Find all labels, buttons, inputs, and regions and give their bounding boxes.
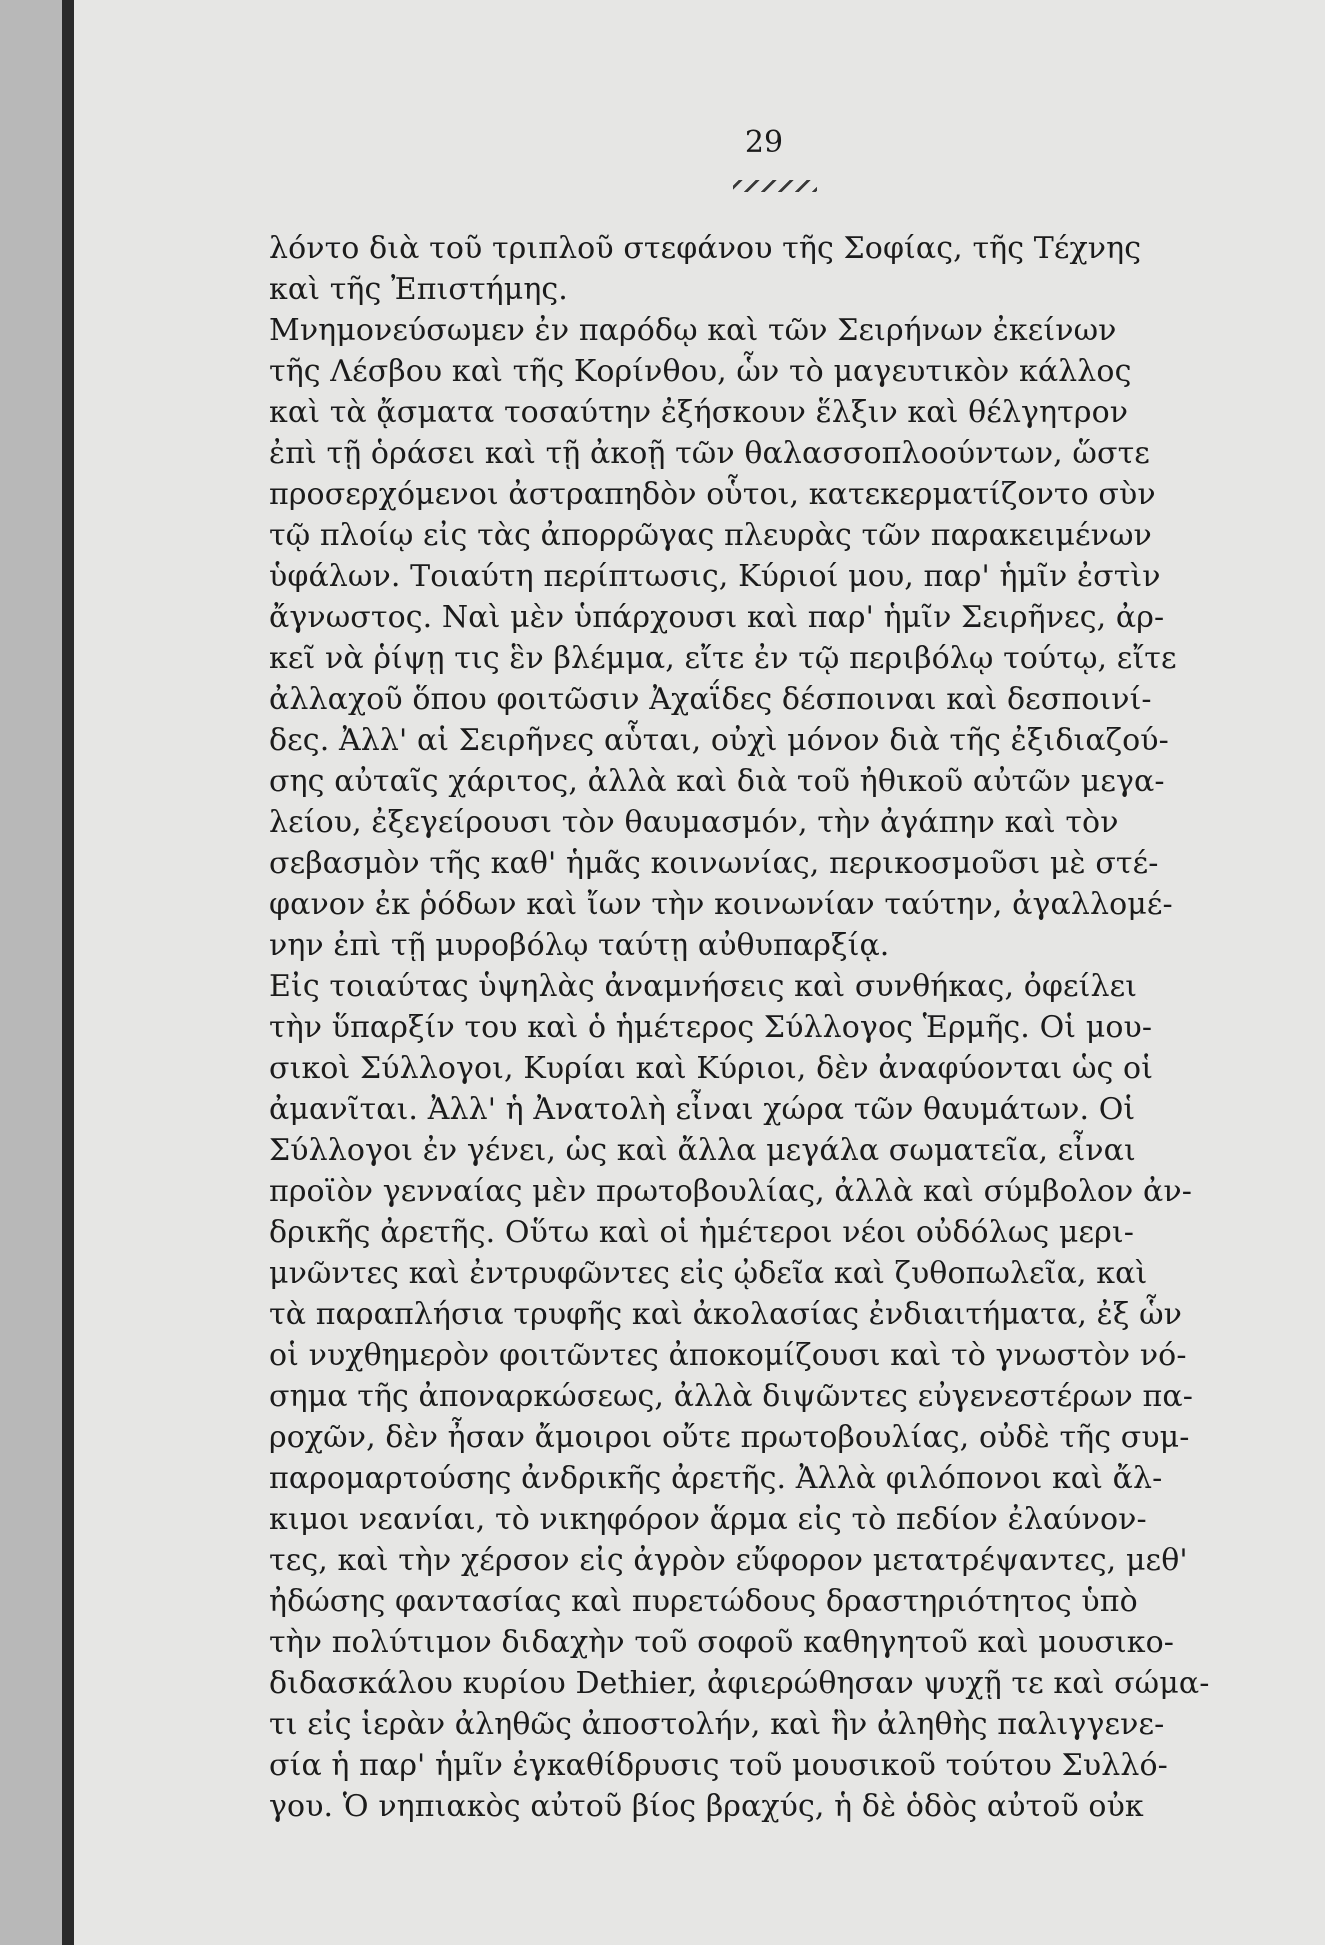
text-line: νην ἐπὶ τῇ μυροβόλῳ ταύτῃ αὐθυπαρξίᾳ. (269, 928, 890, 963)
text-line: ἠδώσης φαντασίας καὶ πυρετώδους δραστηριότητος ὑπὸ (269, 1584, 1138, 1619)
text-line: τὴν πολύτιμον διδαχὴν τοῦ σοφοῦ καθηγητοῦ καὶ μουσικο- (269, 1625, 1175, 1660)
book-binding-edge (62, 0, 74, 1945)
text-line: λείου, ἐξεγείρουσι τὸν θαυμασμόν, τὴν ἀγάπην καὶ τὸν (269, 805, 1119, 840)
text-line: τὴν ὕπαρξίν του καὶ ὁ ἡμέτερος Σύλλογος Ἑρμῆς. Οἱ μου- (269, 1010, 1153, 1045)
scan-margin (0, 0, 62, 1945)
text-line: ροχῶν, δὲν ἦσαν ἄμοιροι οὔτε πρωτοβουλίας, οὐδὲ τῆς συμ- (269, 1420, 1190, 1455)
text-line: τι εἰς ἱερὰν ἀληθῶς ἀποστολήν, καὶ ἣν ἀληθὴς παλιγγενε- (269, 1707, 1165, 1742)
text-line: τῷ πλοίῳ εἰς τὰς ἀπορρῶγας πλευρὰς τῶν παρακειμένων (269, 518, 1152, 553)
text-line: παρομαρτούσης ἀνδρικῆς ἀρετῆς. Ἀλλὰ φιλόπονοι καὶ ἄλ- (269, 1461, 1163, 1496)
text-line: δες. Ἀλλ' αἱ Σειρῆνες αὗται, οὐχὶ μόνον διὰ τῆς ἐξιδιαζού- (269, 723, 1169, 758)
text-line: Εἰς τοιαύτας ὑψηλὰς ἀναμνήσεις καὶ συνθήκας, ὀφείλει (269, 969, 1138, 1004)
text-line: σεβασμὸν τῆς καθ' ἡμᾶς κοινωνίας, περικοσμοῦσι μὲ στέ- (269, 846, 1159, 881)
text-line: καὶ τῆς Ἐπιστήμης. (269, 272, 568, 307)
text-line: ἀμανῖται. Ἀλλ' ἡ Ἀνατολὴ εἶναι χώρα τῶν θαυμάτων. Οἱ (269, 1092, 1136, 1127)
text-line: σία ἡ παρ' ἡμῖν ἐγκαθίδρυσις τοῦ μουσικοῦ τούτου Συλλό- (269, 1748, 1168, 1783)
text-line: ἐπὶ τῇ ὁράσει καὶ τῇ ἀκοῇ τῶν θαλασσοπλοούντων, ὥστε (269, 436, 1150, 471)
text-line: σης αὐταῖς χάριτος, ἀλλὰ καὶ διὰ τοῦ ἠθικοῦ αὐτῶν μεγα- (269, 764, 1165, 799)
text-line: καὶ τὰ ᾄσματα τοσαύτην ἐξήσκουν ἕλξιν καὶ θέλγητρον (269, 395, 1129, 430)
text-line: ὑφάλων. Τοιαύτη περίπτωσις, Κύριοί μου, παρ' ἡμῖν ἐστὶν (269, 559, 1161, 594)
page-text-block (269, 228, 1299, 1827)
text-line: τες, καὶ τὴν χέρσον εἰς ἀγρὸν εὔφορον μετατρέψαντες, μεθ' (269, 1543, 1188, 1578)
book-page (74, 0, 1325, 1945)
text-line: σημα τῆς ἀποναρκώσεως, ἀλλὰ διψῶντες εὐγενεστέρων πα- (269, 1379, 1193, 1414)
text-line: γου. Ὁ νηπιακὸς αὐτοῦ βίος βραχύς, ἡ δὲ ὁδὸς αὐτοῦ οὐκ (269, 1789, 1144, 1824)
text-line: διδασκάλου κυρίου Dethier, ἀφιερώθησαν ψυχῇ τε καὶ σώμα- (269, 1666, 1210, 1701)
text-line: Σύλλογοι ἐν γένει, ὡς καὶ ἄλλα μεγάλα σωματεῖα, εἶναι (269, 1133, 1136, 1168)
text-line: προϊὸν γενναίας μὲν πρωτοβουλίας, ἀλλὰ καὶ σύμβολον ἀν- (269, 1174, 1192, 1209)
text-line: σικοὶ Σύλλογοι, Κυρίαι καὶ Κύριοι, δὲν ἀναφύονται ὡς οἱ (269, 1051, 1154, 1086)
text-line: κεῖ νὰ ῥίψῃ τις ἓν βλέμμα, εἴτε ἐν τῷ περιβόλῳ τούτῳ, εἴτε (269, 641, 1177, 676)
text-line: οἱ νυχθημερὸν φοιτῶντες ἀποκομίζουσι καὶ τὸ γνωστὸν νό- (269, 1338, 1187, 1373)
decorative-ornament (733, 180, 817, 192)
text-line: μνῶντες καὶ ἐντρυφῶντες εἰς ᾠδεῖα καὶ ζυθοπωλεῖα, καὶ (269, 1256, 1148, 1291)
text-line: κιμοι νεανίαι, τὸ νικηφόρον ἅρμα εἰς τὸ πεδίον ἐλαύνον- (269, 1502, 1147, 1537)
text-line: τὰ παραπλήσια τρυφῆς καὶ ἀκολασίας ἐνδιαιτήματα, ἐξ ὧν (269, 1297, 1182, 1332)
text-line: δρικῆς ἀρετῆς. Οὕτω καὶ οἱ ἡμέτεροι νέοι οὐδόλως μερι- (269, 1215, 1134, 1250)
text-line: ἄγνωστος. Ναὶ μὲν ὑπάρχουσι καὶ παρ' ἡμῖν Σειρῆνες, ἀρ- (269, 600, 1165, 635)
text-line: ἀλλαχοῦ ὅπου φοιτῶσιν Ἀχαΐδες δέσποιναι καὶ δεσποινί- (269, 682, 1152, 717)
text-line: Μνημονεύσωμεν ἐν παρόδῳ καὶ τῶν Σειρήνων ἐκείνων (269, 313, 1117, 348)
text-line: προσερχόμενοι ἀστραπηδὸν οὗτοι, κατεκερματίζοντο σὺν (269, 477, 1156, 512)
text-line: λόντο διὰ τοῦ τριπλοῦ στεφάνου τῆς Σοφίας, τῆς Τέχνης (269, 231, 1142, 266)
page-number: 29 (744, 125, 784, 160)
text-line: τῆς Λέσβου καὶ τῆς Κορίνθου, ὧν τὸ μαγευτικὸν κάλλος (269, 354, 1132, 389)
text-line: φανον ἐκ ῥόδων καὶ ἴων τὴν κοινωνίαν ταύτην, ἀγαλλομέ- (269, 887, 1173, 922)
